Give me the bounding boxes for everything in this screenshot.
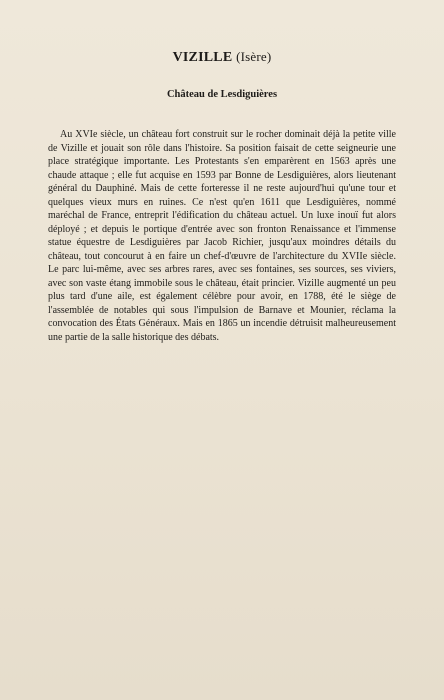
body-paragraph: Au XVIe siècle, un château fort construit sur le rocher dominait déjà la petite ville de Vizille et jouait son rôle dans l'histoire. Sa position faisait de cette seigneurie une place stratégique importante. Les Protestants s'en emparèrent en 1563 après une chaude attaque ; elle fut acquise en 1593 par Bonne de Lesdiguières, alors lieutenant général du Dauphiné. Mais de cette forteresse il ne reste aujourd'hui qu'une tour et quelques vieux murs en ruines. Ce n'est qu'en 1611 que Lesdiguières, nommé maréchal de France, entreprit l'édification du château actuel. Un luxe inouï fut alors déployé ; et depuis le portique d'entrée avec son fronton Renaissance et l'immense statue équestre de Lesdiguières par Jacob Richier, jusqu'aux moindres détails du château, tout concourut à en faire un chef-d'œuvre de l'architecture du XVIIe siècle. Le parc lui-même, avec ses arbres rares, avec ses fontaines, ses sources, ses viviers, avec son vaste étang immobile sous le château, était princier. Vizille augmenté un peu plus tard d'une aile, est également célèbre pour avoir, en 1788, été le siège de l'assemblée de notables qui sous l'impulsion de Barnave et Mounier, réclama la convocation des États Généraux. Mais en 1865 un incendie détruisit malheureusement une partie de la salle historique des débats. [48,129,396,343]
department-name: (Isère) [236,49,272,64]
page-title [0,49,444,66]
page-subtitle: Château de Lesdiguières [166,89,278,100]
town-name: VIZILLE [172,50,233,65]
